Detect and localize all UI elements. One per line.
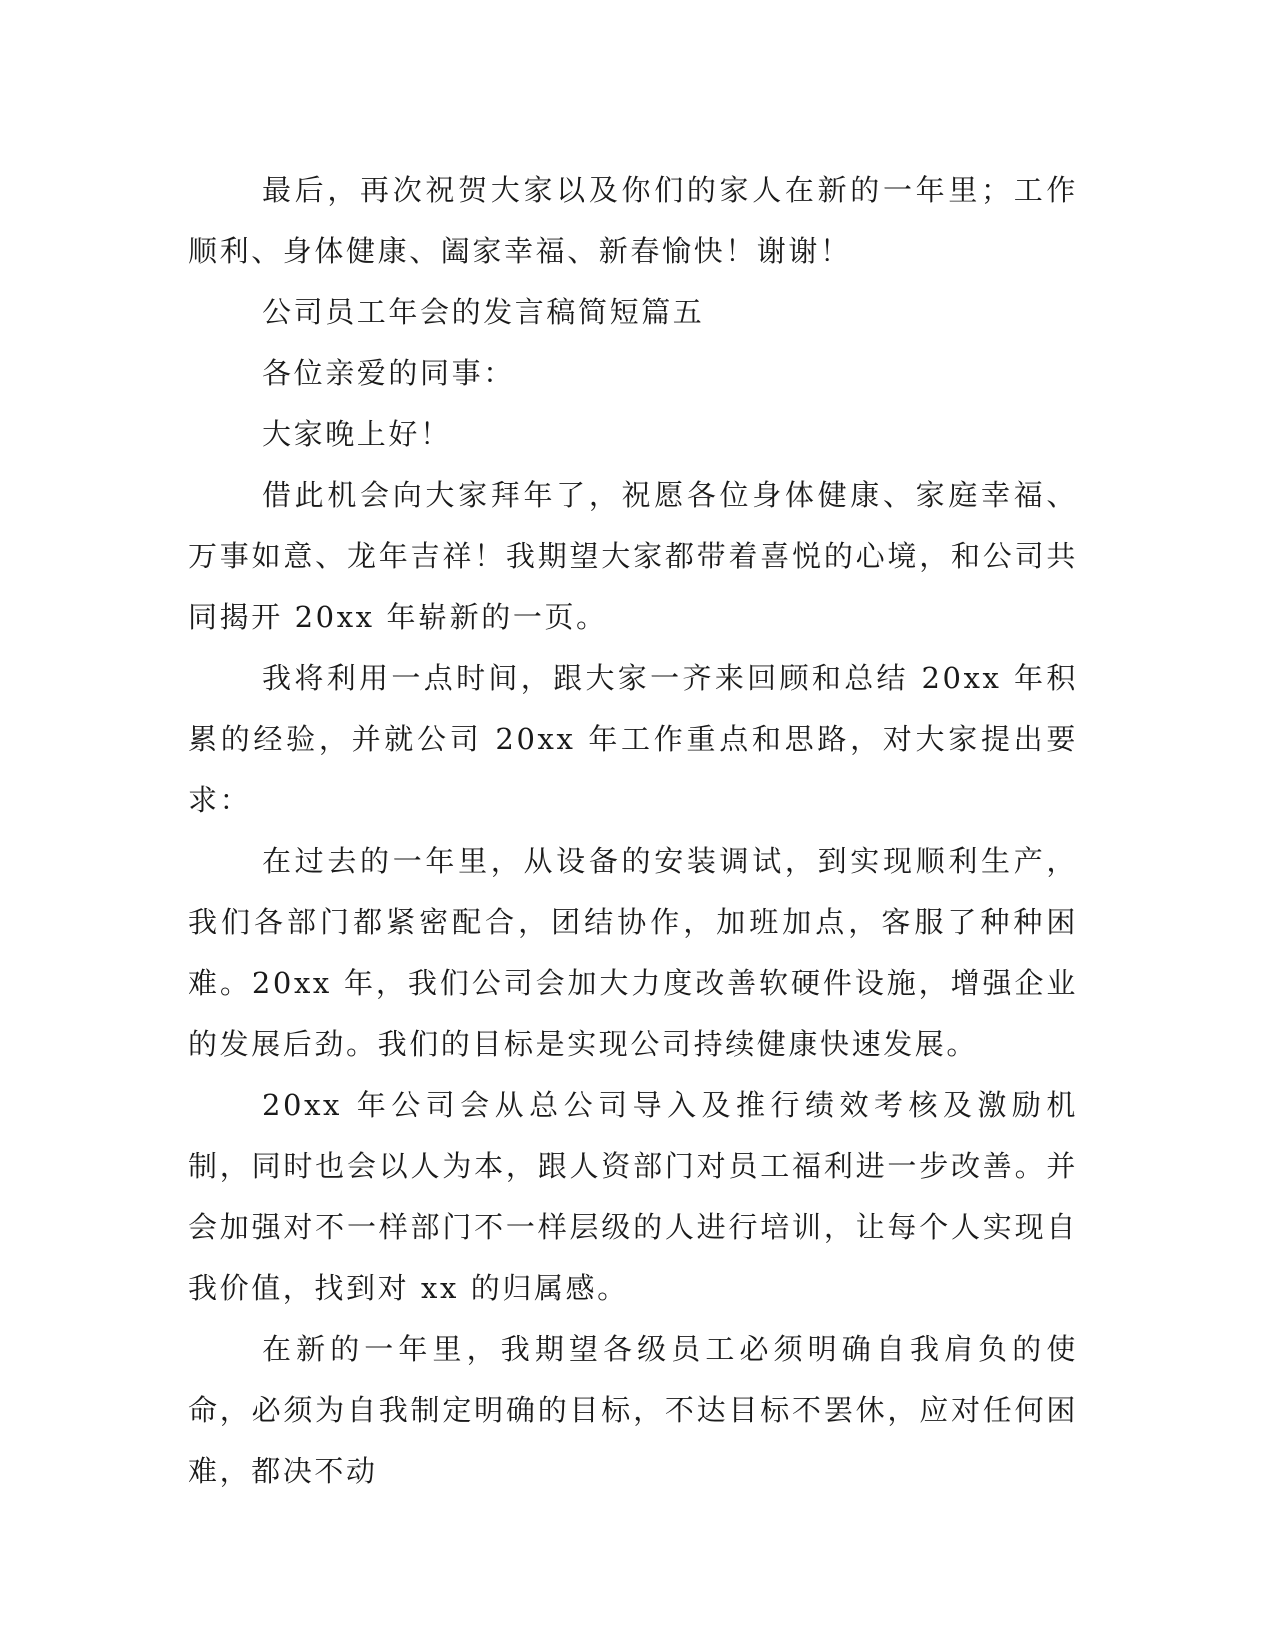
paragraph-performance-plan: 20xx 年公司会从总公司导入及推行绩效考核及激励机制，同时也会以人为本，跟人资部门对员工福利进一步改善。并会加强对不一样部门不一样层级的人进行培训，让每个人实现自我价值，找到对 xx 的归属感。 — [188, 1088, 1078, 1305]
paragraph-closing-wishes: 最后，再次祝贺大家以及你们的家人在新的一年里；工作顺利、身体健康、阖家幸福、新春愉快！谢谢！ — [188, 173, 1078, 268]
paragraph-new-year-wishes: 借此机会向大家拜年了，祝愿各位身体健康、家庭幸福、万事如意、龙年吉祥！我期望大家都带着喜悦的心境，和公司共同揭开 20xx 年崭新的一页。 — [188, 478, 1078, 634]
section-title: 公司员工年会的发言稿简短篇五 — [262, 295, 705, 329]
greeting: 大家晚上好！ — [262, 417, 452, 451]
paragraph-past-year: 在过去的一年里，从设备的安装调试，到实现顺利生产，我们各部门都紧密配合，团结协作，加班加点，客服了种种困难。20xx 年，我们公司会加大力度改善软硬件设施，增强企业的发展后劲。我们的目标是实现公司持续健康快速发展。 — [188, 844, 1078, 1061]
paragraph-expectations: 在新的一年里，我期望各级员工必须明确自我肩负的使命，必须为自我制定明确的目标，不达目标不罢休，应对任何困难，都决不动 — [188, 1332, 1078, 1488]
document-body — [188, 160, 1078, 1502]
salutation: 各位亲爱的同事： — [262, 356, 515, 390]
paragraph-review-intro: 我将利用一点时间，跟大家一齐来回顾和总结 20xx 年积累的经验，并就公司 20xx 年工作重点和思路，对大家提出要求： — [188, 661, 1078, 817]
